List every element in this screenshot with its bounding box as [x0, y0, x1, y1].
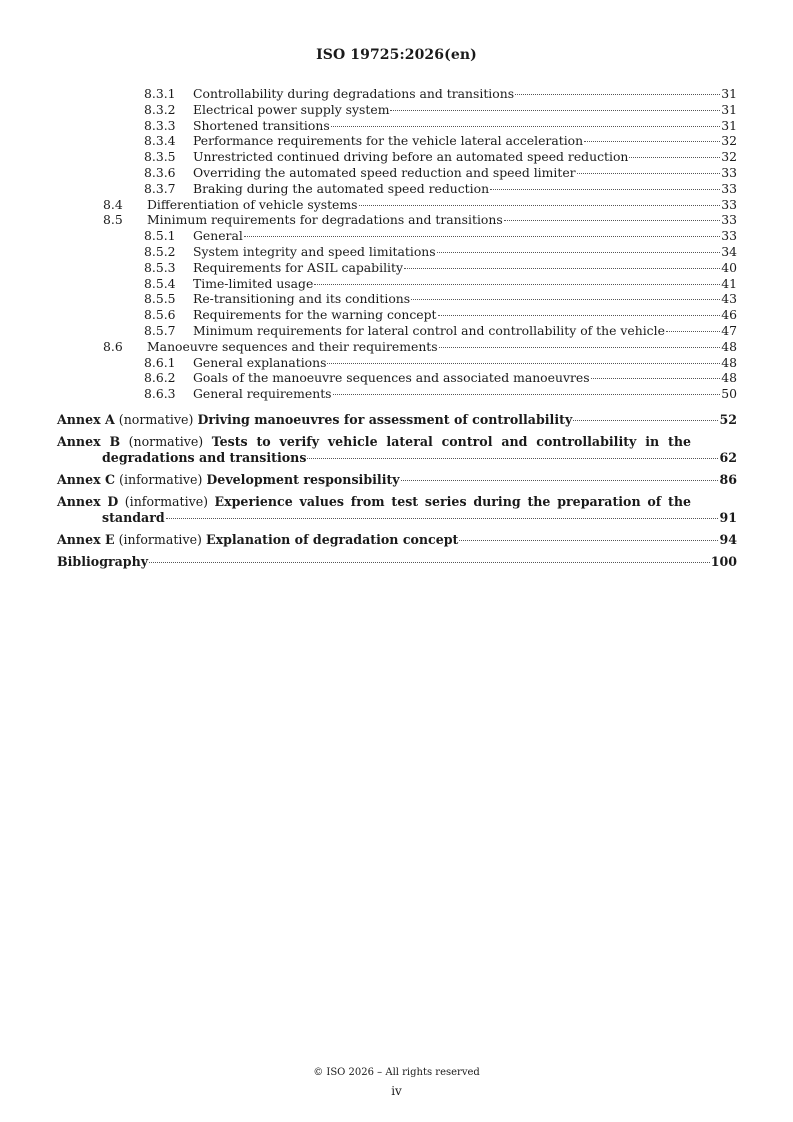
toc-entry-title: Goals of the manoeuvre sequences and associated manoeuvres	[193, 370, 590, 386]
toc-entry[interactable]	[57, 370, 737, 386]
toc-entry-number: 8.3.1	[144, 86, 176, 101]
toc-page-number: 41	[721, 275, 737, 291]
annex-label: Annex D	[57, 493, 119, 509]
toc-leader	[439, 347, 721, 348]
annex-title: Development responsibility	[206, 471, 400, 487]
toc-entry[interactable]	[57, 339, 737, 355]
annex-title: Experience values from test series during the preparation of the	[214, 493, 691, 509]
annex-title-continued: standard	[102, 509, 165, 525]
toc-leader	[411, 299, 720, 300]
toc-leader	[438, 315, 721, 316]
toc-leader	[459, 540, 718, 541]
toc-annex-c[interactable]	[57, 472, 737, 488]
toc-entry[interactable]	[57, 86, 737, 102]
toc-annex-a[interactable]	[57, 412, 737, 428]
toc-page-number: 100	[710, 553, 737, 569]
toc-entry-title: Performance requirements for the vehicle lateral acceleration	[193, 133, 584, 149]
toc-leader	[584, 141, 720, 142]
annex-type: (informative)	[124, 493, 209, 509]
toc-page-number: 31	[721, 117, 737, 133]
toc-entry-title: System integrity and speed limitations	[193, 243, 436, 259]
toc-entry-title: Braking during the automated speed reduction	[193, 180, 490, 196]
annex-title: Explanation of degradation concept	[205, 531, 459, 547]
toc-leader	[359, 205, 721, 206]
toc-entry-title: Requirements for the warning concept	[193, 307, 437, 323]
toc-entry-title: General explanations	[193, 354, 327, 370]
toc-entry-number: 8.5.1	[144, 228, 176, 244]
toc-entry[interactable]	[57, 165, 737, 181]
toc-entry-number: 8.3.5	[144, 149, 176, 165]
annex-title: Driving manoeuvres for assessment of controllability	[197, 411, 573, 427]
toc-page-number: 94	[719, 531, 737, 547]
toc-entry-number: 8.3.2	[144, 101, 176, 117]
toc-entry[interactable]	[57, 323, 737, 339]
toc-leader	[591, 378, 721, 379]
annex-type: (normative)	[128, 433, 204, 449]
toc-entry-list	[57, 86, 737, 402]
toc-page-number: 50	[721, 386, 737, 402]
toc-leader	[390, 110, 720, 111]
toc-entry-number: 8.5.5	[144, 291, 176, 307]
toc-entry[interactable]	[57, 149, 737, 165]
toc-page-number: 31	[721, 86, 737, 101]
toc-entry-title: Minimum requirements for lateral control and controllability of the vehicle	[193, 322, 665, 338]
toc-page-number: 43	[721, 291, 737, 307]
toc-entry-title: Electrical power supply system	[193, 101, 390, 117]
toc-page-number: 32	[721, 133, 737, 149]
toc-entry-title: Unrestricted continued driving before an automated speed reduction	[193, 149, 629, 165]
annex-title: Tests to verify vehicle lateral control and controllability in the	[211, 433, 691, 449]
toc-entry-number: 8.6.2	[144, 370, 176, 386]
toc-entry-number: 8.5.4	[144, 275, 176, 291]
toc-page-number: 46	[721, 307, 737, 323]
toc-page-number: 33	[721, 196, 737, 212]
toc-entry-number: 8.5.2	[144, 243, 176, 259]
toc-leader	[404, 268, 720, 269]
toc-entry[interactable]	[57, 181, 737, 197]
toc-page-number: 33	[721, 164, 737, 180]
toc-entry-number: 8.3.4	[144, 133, 176, 149]
toc-page-number: 33	[721, 180, 737, 196]
annex-label: Annex C	[57, 471, 116, 487]
toc-annex-e[interactable]	[57, 532, 737, 548]
toc-entry-number: 8.5.6	[144, 307, 176, 323]
toc-page-number: 86	[719, 471, 737, 487]
toc-entry-title: General	[193, 228, 243, 244]
toc-entry[interactable]	[57, 260, 737, 276]
toc-entry-number: 8.6.1	[144, 354, 176, 370]
toc-entry[interactable]	[57, 307, 737, 323]
annex-label: Annex A	[57, 411, 115, 427]
toc-leader	[577, 173, 721, 174]
toc-entry[interactable]	[57, 102, 737, 118]
toc-leader	[666, 331, 720, 332]
annex-title-continued: degradations and transitions	[102, 449, 307, 465]
toc-entry[interactable]	[57, 133, 737, 149]
toc-entry[interactable]	[57, 355, 737, 371]
toc-entry-number: 8.6	[103, 338, 123, 354]
toc-entry[interactable]	[57, 228, 737, 244]
toc-leader	[515, 94, 720, 95]
toc-annex-b[interactable]	[57, 434, 737, 466]
document-header: ISO 19725:2026(en)	[316, 47, 477, 63]
toc-entry-number: 8.5.3	[144, 259, 176, 275]
toc-leader	[333, 394, 721, 395]
toc-page-number: 48	[721, 354, 737, 370]
toc-page-number: 47	[721, 322, 737, 338]
toc-leader	[314, 284, 720, 285]
page-number: iv	[391, 1084, 402, 1098]
toc-entry[interactable]	[57, 386, 737, 402]
toc-entry[interactable]	[57, 118, 737, 134]
annex-type: (informative)	[119, 471, 203, 487]
toc-bibliography[interactable]	[57, 554, 737, 570]
toc-entry-title: Controllability during degradations and transitions	[193, 86, 515, 101]
toc-entry-number: 8.6.3	[144, 386, 176, 402]
toc-entry[interactable]	[57, 244, 737, 260]
toc-leader	[504, 220, 721, 221]
toc-entry[interactable]	[57, 276, 737, 292]
toc-leader	[327, 363, 720, 364]
toc-page-number: 32	[721, 149, 737, 165]
toc-entry-title: Re-transitioning and its conditions	[193, 291, 411, 307]
toc-entry-title: Requirements for ASIL capability	[193, 259, 403, 275]
toc-entry[interactable]	[57, 291, 737, 307]
toc-page-number: 48	[721, 338, 737, 354]
annex-label: Annex B	[57, 433, 121, 449]
toc-entry[interactable]	[57, 212, 737, 228]
toc-entry-title: Time-limited usage	[193, 275, 314, 291]
toc-page-number: 33	[721, 212, 737, 228]
toc-page-number: 33	[721, 228, 737, 244]
annex-type: (informative)	[118, 531, 202, 547]
toc-page-number: 48	[721, 370, 737, 386]
toc-page-number: 62	[719, 449, 737, 465]
toc-page-number: 34	[721, 243, 737, 259]
toc-leader	[244, 236, 720, 237]
toc-leader	[331, 126, 721, 127]
toc-leader	[437, 252, 721, 253]
copyright-notice: © ISO 2026 – All rights reserved	[313, 1067, 480, 1078]
toc-entry-title: Shortened transitions	[193, 117, 330, 133]
toc-page-number: 91	[719, 509, 737, 525]
toc-entry-number: 8.3.7	[144, 180, 176, 196]
toc-entry-number: 8.4	[103, 196, 123, 212]
toc-entry-number: 8.3.3	[144, 117, 176, 133]
toc-leader	[307, 458, 718, 459]
toc-entry-title: General requirements	[193, 386, 332, 402]
toc-entry-number: 8.5	[103, 212, 123, 228]
toc-page-number: 40	[721, 259, 737, 275]
toc-annex-d[interactable]	[57, 494, 737, 526]
toc-leader	[573, 420, 718, 421]
toc-leader	[166, 518, 719, 519]
annex-type: (normative)	[118, 411, 194, 427]
bibliography-title: Bibliography	[57, 553, 149, 569]
toc-leader	[490, 189, 720, 190]
toc-entry-title: Minimum requirements for degradations and transitions	[147, 212, 503, 228]
toc-entry-title: Manoeuvre sequences and their requirements	[147, 338, 438, 354]
toc-entry-number: 8.3.6	[144, 164, 176, 180]
toc-leader	[629, 157, 720, 158]
toc-entry-title: Differentiation of vehicle systems	[147, 196, 358, 212]
toc-leader	[401, 480, 719, 481]
toc-page-number: 31	[721, 101, 737, 117]
table-of-contents	[57, 86, 737, 570]
toc-entry-number: 8.5.7	[144, 322, 176, 338]
annex-label: Annex E	[57, 531, 115, 547]
toc-page-number: 52	[719, 411, 737, 427]
toc-entry-title: Overriding the automated speed reduction and speed limiter	[193, 164, 576, 180]
toc-entry[interactable]	[57, 197, 737, 213]
toc-leader	[149, 562, 710, 563]
